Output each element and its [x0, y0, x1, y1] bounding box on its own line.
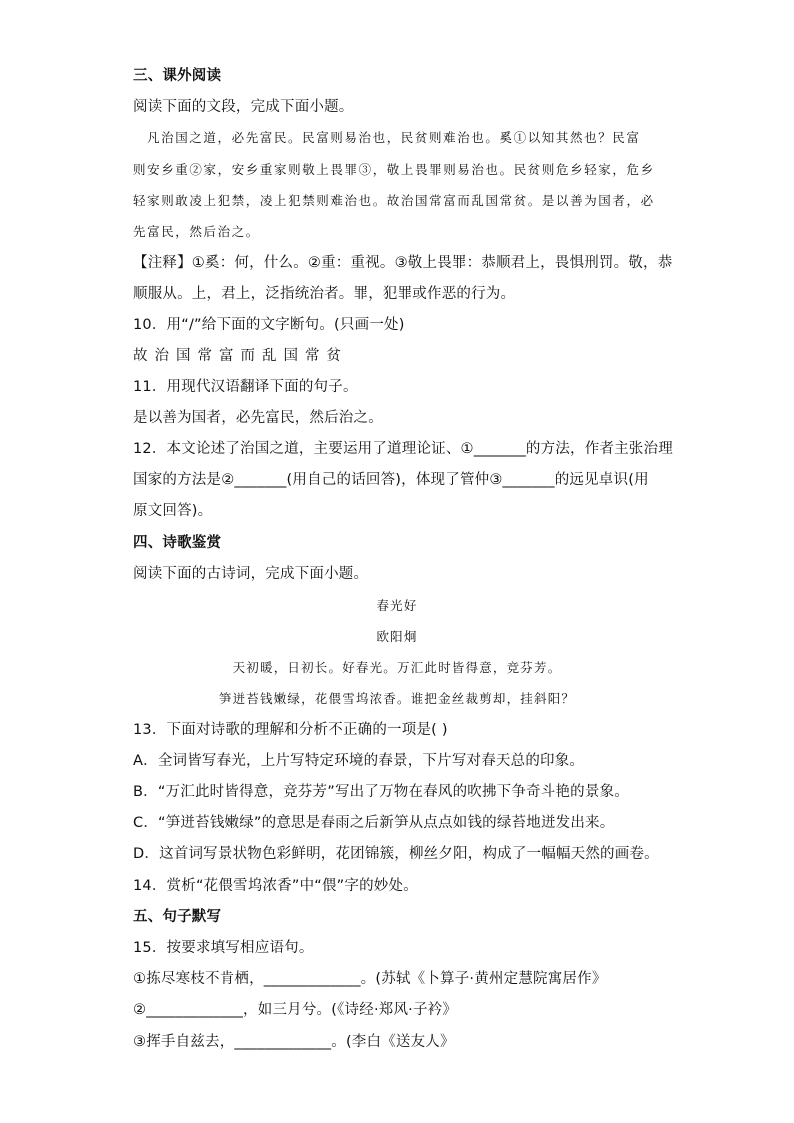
section-4-title: 四、诗歌鉴赏 [133, 535, 222, 551]
question-13: 13．下面对诗歌的理解和分析不正确的一项是( ) [133, 722, 448, 738]
passage-line-2: 则安乡重②家，安乡重家则敬上畏罪③，敬上畏罪则易治也。民贫则危乡轻家，危乡 [133, 162, 655, 177]
section-3-instruction: 阅读下面的文段，完成下面小题。 [133, 99, 354, 115]
option-b: B．“万汇此时皆得意，竞芬芳”写出了万物在春风的吹拂下争奇斗艳的景象。 [133, 784, 629, 800]
section-5-title: 五、句子默写 [133, 909, 222, 925]
question-15: 15．按要求填写相应语句。 [133, 940, 314, 956]
question-12-line-1: 12．本文论述了治国之道，主要运用了道理论证、①_______的方法，作者主张治理 [133, 441, 673, 457]
note-line-2: 顺服从。上，君上，泛指统治者。罪，犯罪或作恶的行为。 [133, 286, 516, 302]
note-line-1: 【注释】①奚：何，什么。②重：重视。③敬上畏罪：恭顺君上，畏惧刑罚。敬，恭 [133, 255, 673, 271]
poem-title: 春光好 [376, 598, 418, 613]
passage-line-4: 先富民，然后治之。 [133, 224, 260, 239]
fill-item-3: ③挥手自兹去，_____________。(李白《送友人》 [133, 1034, 455, 1050]
passage-line-3: 轻家则敢凌上犯禁，凌上犯禁则难治也。故治国常富而乱国常贫。是以善为国者，必 [133, 193, 655, 208]
poem-author: 欧阳炯 [376, 629, 418, 644]
option-a: A．全词皆写春光，上片写特定环境的春景，下片写对春天总的印象。 [133, 753, 585, 769]
question-11-text: 是以善为国者，必先富民，然后治之。 [133, 410, 383, 426]
question-11: 11．用现代汉语翻译下面的句子。 [133, 379, 358, 395]
question-14: 14．赏析“花偎雪坞浓香”中“偎”字的妙处。 [133, 878, 418, 894]
question-10: 10．用“/”给下面的文字断句。(只画一处) [133, 317, 405, 333]
option-d: D．这首词写景状物色彩鲜明，花团锦簇，柳丝夕阳，构成了一幅幅天然的画卷。 [133, 846, 659, 862]
option-c: C．“笋迸苔钱嫩绿”的意思是春雨之后新笋从点点如钱的绿苔地迸发出来。 [133, 815, 615, 831]
question-10-text: 故治国常富而乱国常贫 [133, 348, 348, 364]
poem-line-1: 天初暖，日初长。好春光。万汇此时皆得意，竞芬芳。 [232, 660, 562, 675]
section-4-instruction: 阅读下面的古诗词，完成下面小题。 [133, 566, 369, 582]
section-3-title: 三、课外阅读 [133, 68, 222, 84]
passage-line-1: 凡治国之道，必先富民。民富则易治也，民贫则难治也。奚①以知其然也？民富 [147, 130, 641, 145]
fill-item-2: ②_____________，如三月兮。(《诗经·郑风·子衿》 [133, 1002, 458, 1018]
fill-item-1: ①拣尽寒枝不肯栖，_____________。(苏轼《卜算子·黄州定慧院寓居作》 [133, 971, 607, 987]
question-12-line-3: 原文回答)。 [133, 503, 213, 519]
question-12-line-2: 国家的方法是②_______(用自己的话回答)，体现了管仲③_______的远见卓识(用 [133, 472, 649, 488]
poem-line-2: 笋迸苔钱嫩绿，花偎雪坞浓香。谁把金丝裁剪却，挂斜阳？ [218, 691, 576, 706]
